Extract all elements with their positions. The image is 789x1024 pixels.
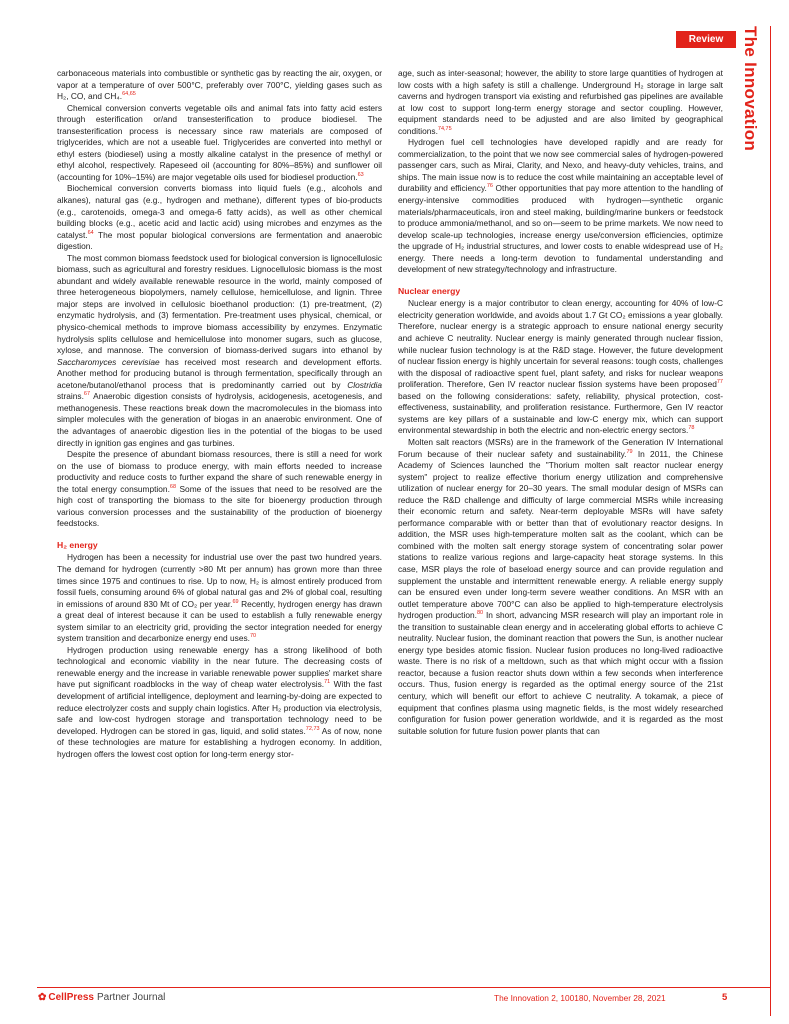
citation-ref[interactable]: 71 [324, 679, 331, 686]
paragraph: age, such as inter-seasonal; however, the ability to store large quantities of hydrogen at low costs with a high safety is still a challenge. Underground H₂ storage in large salt caverns and hydrogen transport via existing and refurbished gas pipelines are available at low cost to support long-term energy storage and sector coupling. However, equipment standards need to be adjusted and are also limited by geographical conditions.$^{74,75}$ [398, 68, 723, 136]
left-column [57, 68, 382, 760]
citation-ref[interactable]: 79 [626, 448, 633, 455]
citation-ref[interactable]: 68 [169, 483, 177, 490]
paragraph: Chemical conversion converts vegetable oils and animal fats into fatty acid esters through esterification or/and transesterification to produce biodiesel. The transesterification process is necessary since raw materials are composed of triglycerides, which are not a useable fuel. Triglycerides are converted into methyl or ethyl esters (biodiesel) using a mostly alkaline catalyst in the presence of methyl or ethyl alcohol, respectively. Rapeseed oil (accounting for 80%–85%) and sunflower oil (accounting for 10%–15%) are major vegetable oils used for biodiesel production.$^{63}$ [57, 102, 382, 182]
citation-ref[interactable]: 78 [688, 425, 695, 432]
citation-ref[interactable]: 67 [83, 391, 91, 398]
citation-ref[interactable]: 69 [232, 598, 239, 605]
citation-ref[interactable]: 70 [249, 633, 257, 640]
paragraph: Nuclear energy is a major contributor to clean energy, accounting for 40% of low-C electricity generation worldwide, and avoids about 1.7 Gt CO₂ emissions a year globally. Therefore, nuclear energy is a strategic approach to ensure national energy security and achieve C neutrality. Nuclear energy is mainly generated through nuclear fission, while nuclear fusion technology is at the R&D stage. However, the future development of nuclear fission energy is highly uncertain for several reasons: tough costs, challenges with the disposal of radioactive spent fuel, plant safety, and risks for nuclear weapons proliferation. Therefore, Gen IV reactor nuclear fission systems have been proposed$^{77}$ based on the following considerations: safety, reliability, physical protection, cost-effectiveness, sustainability, and proliferation resistance. Furthermore, Gen IV reactor systems are key pillars of a sustainable and low-C energy mix, which can support environmental stewardship in both the electric and non-electric energy sectors.$^{78}$ [398, 298, 723, 436]
cellpress-mark-icon: ✿ [38, 992, 47, 1003]
page-footer [0, 987, 789, 1007]
section-heading-nuclear-energy: Nuclear energy [398, 285, 461, 296]
citation-ref[interactable]: 64,65 [122, 91, 136, 98]
paragraph: The most common biomass feedstock used for biological conversion is lignocellulosic biomass, such as agricultural and forestry residues. Lignocellulosic biomass is the most abundant and widely available renewable resource in the world, mainly composed of three heterogeneous biopolymers, namely cellulose, hemicellulose, and lignin. Three major steps are involved in cellulosic bioethanol production: (1) pre-treatment, (2) enzymatic hydrolysis, and (3) fermentation. Pre-treatment uses physical, chemical, or physico-chemical methods to improve biomass accessibility by enzymes. Enzymatic hydrolysis splits cellulose and hemicellulose into monomer sugars, such as glucose, xylose, and mannose. The conversion of biomass-derived sugars into ethanol by Saccharomyces cerevisiae has received most research and development efforts. Another method for producing butanol is through fermentation, specifically through an acetone/butanol/ethanol process that is predominantly carried out by Clostridia strains.$^{67}$ Anaerobic digestion consists of hydrolysis, acidogenesis, acetogenesis, and methanogenesis. These reactions break down the macromolecules in the biomass into simpler molecules with the generation of biogas in an anaerobic environment. One of the advantages of anaerobic digestion lies in the potential of the biogas to be used directly in ignition gas engines and gas turbines. [57, 252, 382, 448]
paragraph: Hydrogen has been a necessity for industrial use over the past two hundred years. The demand for hydrogen (currently >80 Mt per annum) has grown more than three times since 1975 and continues to rise. Up to now, H₂ is almost entirely produced from fossil fuels, consuming around 6% of global natural gas and 2% of global coal, resulting in emissions of around 830 Mt of CO₂ per year.$^{69}$ Recently, hydrogen energy has drawn a great deal of interest because it can be used to establish a fully renewable energy system similar to an electricity grid, providing the sector integration needed for energy system transition and decarbonize energy end uses.$^{70}$ [57, 552, 382, 644]
footer-rule [37, 987, 770, 988]
paragraph: Molten salt reactors (MSRs) are in the framework of the Generation IV International Forum because of their nuclear safety and sustainability.$^{79}$ In 2011, the Chinese Academy of Sciences launched the "Thorium molten salt reactor nuclear energy system" project to realize effective thorium energy utilization and comprehensive utilization of nuclear energy for 20–30 years. The small modular design of MSRs can reduce the R&D challenge and difficulty of large commercial MSRs while increasing their economic return and safety. Near-term deployable MSRs will have safety performance comparable with or better than that of evolutionary reactor designs. In addition, the MSR uses high-temperature molten salt as the coolant, which can be combined with the molten salt energy storage system of concentrating solar power stations to realize various regions and large-capacity heat storage systems. In this case, MSR plays the role of baseload energy source and can provide regulation and supplement the unstable and intermittent renewable energy. A reliable energy supply can be ensured even under long-term severe weather conditions. An MSR with an outlet temperature above 700°C can also be applied to high-temperature electrolysis hydrogen production.$^{80}$ In short, advancing MSR research will play an important role in the transition to sustainable clean energy and in accelerating global efforts to achieve C neutrality. Nuclear fusion, the dominant reaction that powers the Sun, is another nuclear energy type besides atomic fission. Nuclear fusion produces no long-lived radioactive waste. There is no risk of a meltdown, such as that which might occur with a fission reactor, because a fusion reactor shuts down within a few seconds when interference occurs. Thus, fusion energy is regarded as the optimal energy source of the 21st century, which will benefit our effort to achieve C neutrality. A tokamak, a piece of equipment that confines plasma using magnetic fields, is the most widely researched configuration for fusion power generation worldwide, and it is regarded as the most suitable solution for future fusion power plants that can [398, 436, 723, 736]
paragraph: Hydrogen production using renewable energy has a strong likelihood of both technological and economic viability in the near future. The decreasing costs of renewable energy and the increase in variable renewable power supplies' market share have put significant roadblocks in the way of cheap water electrolysis.$^{71}$ With the fast development of artificial intelligence, deployment and learning-by-doing are expected to reduce electrolyzer costs and supply chain logistics. After H₂ production via electrolysis, safe and low-cost hydrogen storage and transportation technology need to be developed. Hydrogen can be stored in gas, liquid, and solid states.$^{72,73}$ As of now, none of these technologies are mature for establishing a hydrogen economy. In addition, hydrogen offers the lowest cost option for long-term energy stor- [57, 644, 383, 759]
right-column [398, 68, 723, 737]
citation-ref[interactable]: 80 [476, 610, 484, 617]
page-number: 5 [722, 992, 728, 1003]
section-heading-h2-energy: H₂ energy [57, 539, 98, 550]
citation-ref[interactable]: 77 [716, 379, 723, 386]
paragraph: carbonaceous materials into combustible or synthetic gas by reacting the air, oxygen, or vapor at a temperature of over 500°C, preferably over 700°C, yielding gases such as H₂, CO, and CH₄.$^{64,65}$ [57, 68, 382, 102]
footer-citation: The Innovation 2, 100180, November 28, 2021 [494, 993, 666, 1003]
citation-ref[interactable]: 64 [87, 229, 94, 236]
paragraph: Biochemical conversion converts biomass into liquid fuels (e.g., alcohols and alkanes), natural gas (e.g., hydrogen and methane), different types of bio-products (e.g., carotenoids, omega-3 and omega-6 fatty acids), as well as other chemical building blocks (e.g., acetic acid and lactic acid) using microbes and enzymes as the catalyst.$^{64}$ The most popular biological conversions are fermentation and anaerobic digestion. [57, 183, 383, 252]
citation-ref[interactable]: 63 [357, 172, 364, 179]
section-tag: Review [676, 31, 736, 48]
citation-ref[interactable]: 72,73 [305, 725, 320, 732]
citation-ref[interactable]: 76 [486, 183, 493, 190]
cellpress-logo: ✿ CellPress Partner Journal [38, 992, 166, 1003]
journal-title-vertical: The Innovation [741, 26, 760, 152]
journal-title-rule [770, 26, 771, 1016]
paragraph: Despite the presence of abundant biomass resources, there is still a need for work on the use of biomass to produce energy, with main efforts needed to increase productivity and reduce costs to further expand the share of such renewable energy in the total energy consumption.$^{68}$ Some of the issues that need to be resolved are the high cost of transporting the biomass to the site for bioenergy production through various conversion processes and the sustainability of the production of bioenergy feedstocks. [57, 449, 382, 529]
citation-ref[interactable]: 74,75 [437, 125, 452, 132]
paragraph: Hydrogen fuel cell technologies have developed rapidly and are ready for commercialization, to the point that we now see commercial sales of hydrogen-powered passenger cars, such as Mirai, Clarity, and Nexo, and heavy-duty vehicles, trains, and ships. The main issue now is to reduce the cost while maintaining an acceptable level of durability and efficiency.$^{76}$ Other opportunities that pay more attention to the handling of energy-intensive commodities produced with hydrogen—synthetic organic materials/pharmaceuticals, iron and steel making, building/marine bunkers or feedstock to produce ammonia/methanol, and so on—seem to be prime markets. We now need to develop scale-up technologies, increase energy use/conversion efficiencies, optimize the upgrade of H₂ industrial structures, and lower costs to enable widespread use of H₂ energy. There needs a long-term devotion to fundamental understanding and development of new strategy/technology and infrastructure. [398, 137, 723, 275]
